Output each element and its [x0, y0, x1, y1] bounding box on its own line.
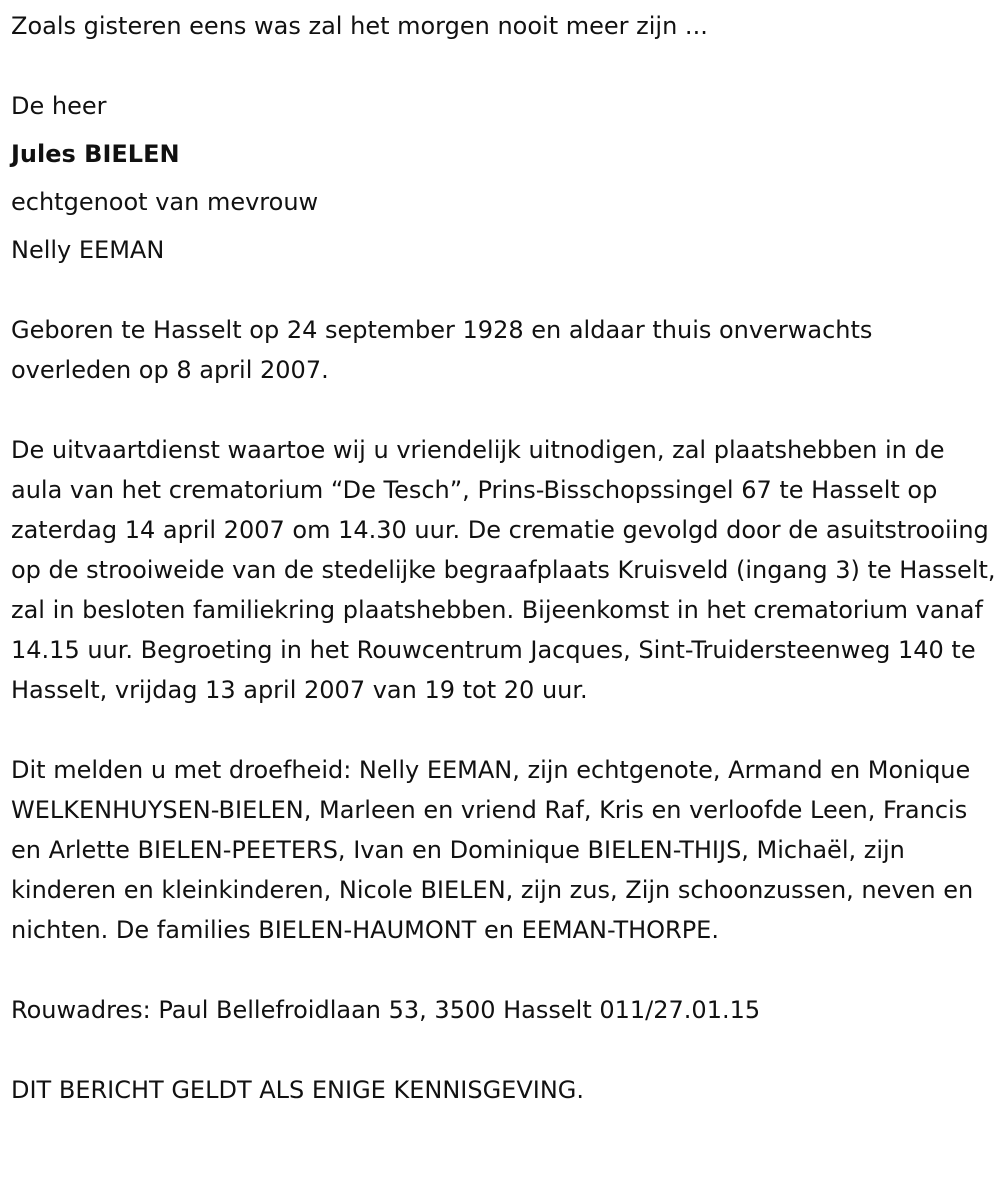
honorific: De heer [11, 92, 107, 120]
motto: Zoals gisteren eens was zal het morgen nooit meer zijn ... [11, 12, 708, 40]
spouse-name: Nelly EEMAN [11, 236, 165, 264]
death-notice [11, 6, 996, 1110]
relation: echtgenoot van mevrouw [11, 188, 319, 216]
birth-death-paragraph: Geboren te Hasselt op 24 september 1928 en aldaar thuis onverwachts overleden op 8 april 2007. [11, 316, 873, 384]
closing-line: DIT BERICHT GELDT ALS ENIGE KENNISGEVING. [11, 1076, 585, 1104]
family-paragraph: Dit melden u met droefheid: Nelly EEMAN, zijn echtgenote, Armand en Monique WELKENHUYSEN-BIELEN, Marleen en vriend Raf, Kris en verloofde Leen, Francis en Arlette BIELEN-PEETERS, Ivan en Dominique BIELEN-THIJS, Michaël, zijn kinderen en kleinkinderen, Nicole BIELEN, zijn zus, Zijn schoonzussen, neven en nichten. De families BIELEN-HAUMONT en EEMAN-THORPE. [11, 756, 974, 944]
deceased-name: Jules BIELEN [11, 140, 180, 168]
funeral-paragraph: De uitvaartdienst waartoe wij u vriendelijk uitnodigen, zal plaatshebben in de aula van het crematorium “De Tesch”, Prins-Bisschopssingel 67 te Hasselt op zaterdag 14 april 2007 om 14.30 uur. De crematie gevolgd door de asuitstrooiing op de strooiweide van de stedelijke begraafplaats Kruisveld (ingang 3) te Hasselt, zal in besloten familiekring plaatshebben. Bijeenkomst in het crematorium vanaf 14.15 uur. Begroeting in het Rouwcentrum Jacques, Sint-Truidersteenweg 140 te Hasselt, vrijdag 13 april 2007 van 19 tot 20 uur. [11, 436, 996, 704]
address-line: Rouwadres: Paul Bellefroidlaan 53, 3500 Hasselt 011/27.01.15 [11, 996, 761, 1024]
